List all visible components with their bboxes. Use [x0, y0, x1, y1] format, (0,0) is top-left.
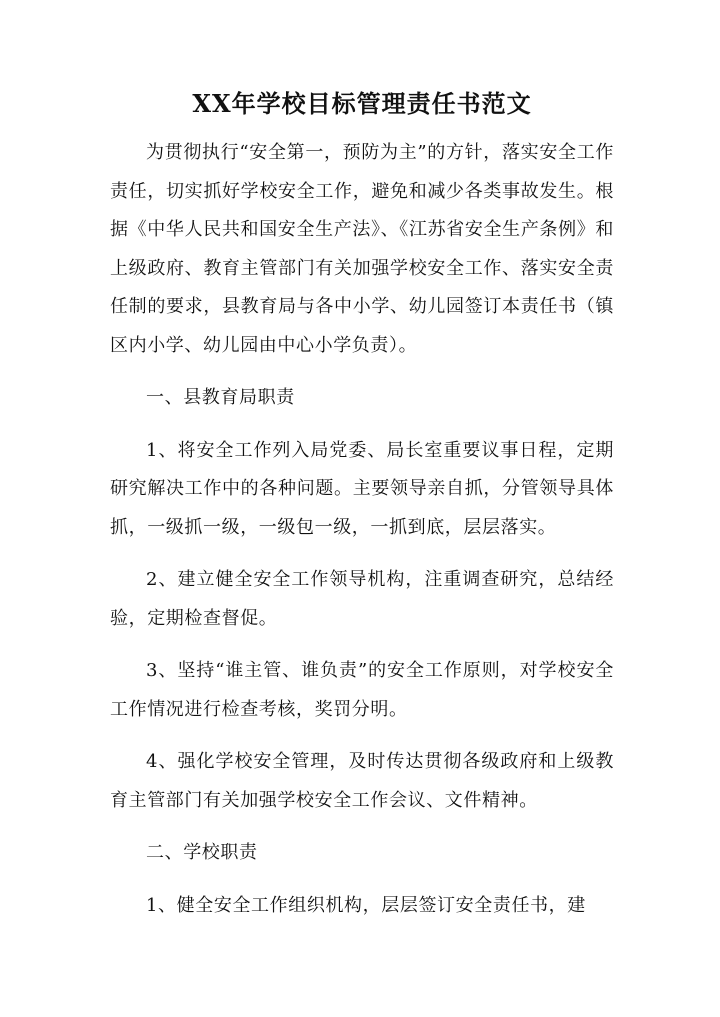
- paragraph-gap: [110, 873, 614, 887]
- paragraph-gap: [110, 638, 614, 652]
- bureau-duty-2: 2、建立健全安全工作领导机构，注重调查研究，总结经验，定期检查督促。: [110, 569, 614, 629]
- bureau-duty-3: 3、坚持“谁主管、谁负责”的安全工作原则，对学校安全工作情况进行检查考核，奖罚分明。: [110, 660, 614, 720]
- paragraph-gap: [110, 365, 614, 379]
- document-page: [110, 82, 614, 925]
- document-title: XX年学校目标管理责任书范文: [192, 89, 532, 118]
- school-duty-1: 1、健全安全工作组织机构，层层签订安全责任书，建: [146, 894, 586, 916]
- section-heading-education-bureau: 一、县教育局职责: [146, 387, 295, 408]
- bureau-duty-4: 4、强化学校安全管理，及时传达贯彻各级政府和上级教育主管部门有关加强学校安全工作会议、文件精神。: [110, 751, 614, 811]
- paragraph-gap: [110, 729, 614, 743]
- section-heading-school: 二、学校职责: [146, 842, 258, 863]
- paragraph-gap: [110, 547, 614, 561]
- bureau-duty-1: 1、将安全工作列入局党委、局长室重要议事日程，定期研究解决工作中的各种问题。主要领导亲自抓，分管领导具体抓，一级抓一级，一级包一级，一抓到底，层层落实。: [110, 439, 614, 538]
- intro-paragraph: 为贯彻执行“安全第一，预防为主”的方针，落实安全工作责任，切实抓好学校安全工作，避免和减少各类事故发生。根据《中华人民共和国安全生产法》、《江苏省安全生产条例》和上级政府、教育主管部门有关加强学校安全工作、落实安全责任制的要求，县教育局与各中小学、幼儿园签订本责任书（镇区内小学、幼儿园由中心小学负责）。: [110, 142, 614, 356]
- paragraph-gap: [110, 820, 614, 834]
- paragraph-gap: [110, 418, 614, 432]
